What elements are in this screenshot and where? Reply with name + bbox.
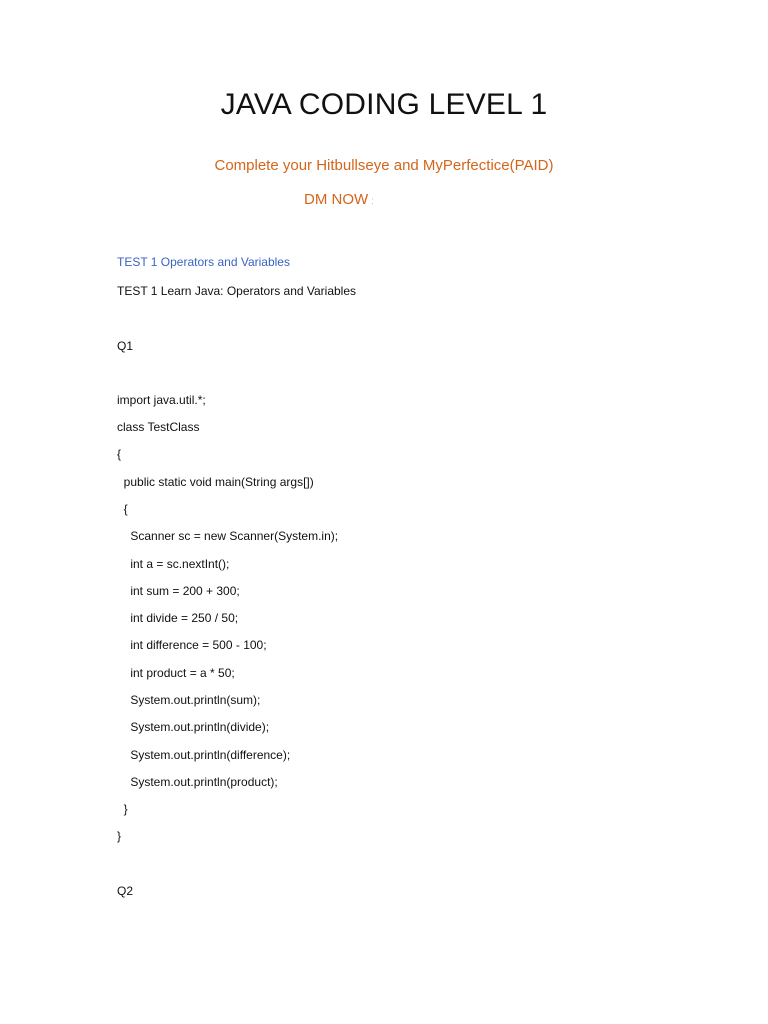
promo-line-2 (304, 191, 374, 208)
promo-line-1: Complete your Hitbullseye and MyPerfectice(PAID) (214, 157, 554, 174)
code-line: int divide = 250 / 50; (117, 611, 239, 625)
code-line: } (117, 802, 128, 816)
code-line: int sum = 200 + 300; (117, 584, 240, 598)
code-line: { (117, 447, 122, 461)
question-2-label: Q2 (117, 884, 134, 898)
document-title: JAVA CODING LEVEL 1 (220, 88, 548, 121)
promo-dm-now-tail: : (371, 196, 374, 207)
question-1-label: Q1 (117, 339, 134, 353)
code-line: System.out.println(sum); (117, 693, 261, 707)
code-line: class TestClass (117, 420, 200, 434)
promo-dm-now: DM NOW (304, 191, 369, 208)
code-line: } (117, 829, 122, 843)
section-heading: TEST 1 Operators and Variables (117, 255, 290, 269)
section-subtitle: TEST 1 Learn Java: Operators and Variables (117, 284, 357, 298)
code-line: { (117, 502, 128, 516)
code-line: int a = sc.nextInt(); (117, 557, 230, 571)
code-line: import java.util.*; (117, 393, 206, 407)
code-line: int product = a * 50; (117, 666, 235, 680)
code-line: System.out.println(product); (117, 775, 278, 789)
code-line: public static void main(String args[]) (117, 475, 314, 489)
code-line: System.out.println(divide); (117, 720, 270, 734)
code-line: Scanner sc = new Scanner(System.in); (117, 529, 339, 543)
code-line: System.out.println(difference); (117, 748, 291, 762)
code-line: int difference = 500 - 100; (117, 638, 267, 652)
